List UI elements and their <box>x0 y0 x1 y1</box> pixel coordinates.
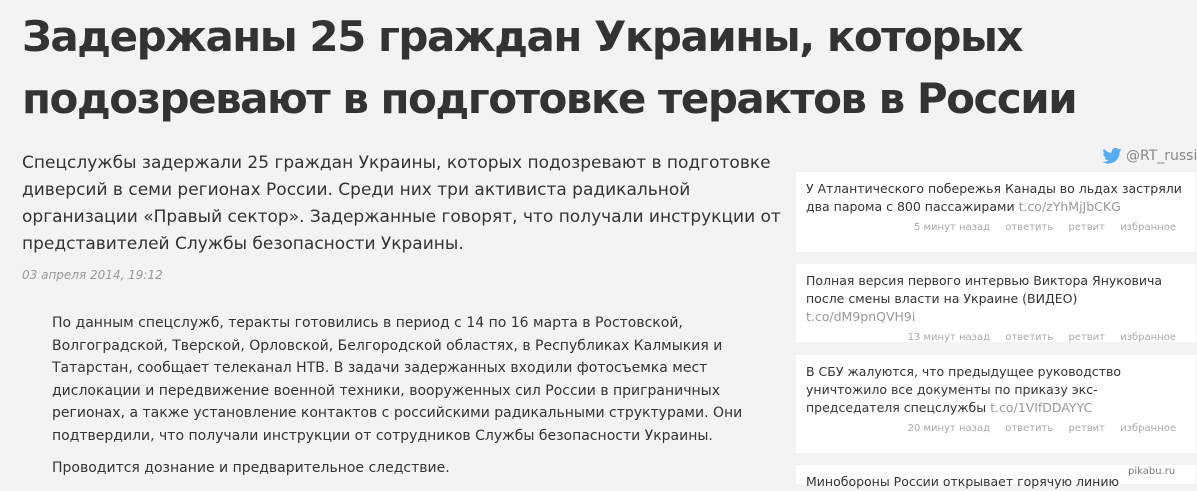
retweet-link[interactable]: ретвит <box>1068 222 1105 233</box>
twitter-bird-icon <box>1102 148 1122 164</box>
tweet-meta <box>806 332 1196 343</box>
tweet-text: Полная версия первого интервью Виктора Януковича после смены власти на Украине (ВИДЕО) t.co/dM9pnQVH9i <box>806 273 1163 324</box>
favorite-link[interactable]: избранное <box>1120 423 1176 434</box>
article-title: Задержаны 25 граждан Украины, которых подозревают в подготовке терактов в России <box>22 12 1077 123</box>
article-paragraph: По данным спецслужб, теракты готовились в период с 14 по 16 марта в Ростовской, Волгоградской, Тверской, Орловской, Белгородской областях, в Республиках Калмыкия и Татарстан, сообщает телеканал НТВ. В задачи задержанных входили фотосъемка мест дислокации и передвижение военной техники, вооруженных сил России в приграничных регионах, а также установление контактов с российскими радикальными структурами. Они подтвердили, что получали инструкции от сотрудников Службы безопасности Украины. <box>52 315 743 444</box>
twitter-handle[interactable]: @RT_russi <box>1126 148 1197 164</box>
reply-link[interactable]: ответить <box>1005 222 1054 233</box>
tweet-card[interactable] <box>796 172 1196 252</box>
tweet-card[interactable] <box>796 264 1196 342</box>
reply-link[interactable]: ответить <box>1005 332 1054 343</box>
watermark: pikabu.ru <box>1128 466 1176 477</box>
tweet-link[interactable]: t.co/dM9pnQVH9i <box>806 309 916 324</box>
reply-link[interactable]: ответить <box>1005 423 1054 434</box>
tweet-text: У Атлантического побережья Канады во льдах застряли два парома с 800 пассажирами t.co/zYhMjJbCKG <box>806 181 1182 214</box>
tweet-meta <box>806 423 1196 434</box>
retweet-link[interactable]: ретвит <box>1068 332 1105 343</box>
tweet-text: Минобороны России открывает горячую линию <box>806 474 1119 489</box>
tweet-meta <box>806 222 1196 233</box>
favorite-link[interactable]: избранное <box>1120 222 1176 233</box>
tweet-time[interactable]: 20 минут назад <box>907 423 991 434</box>
article-lead: Спецслужбы задержали 25 граждан Украины, которых подозревают в подготовке диверсий в семи регионах России. Среди них три активиста радикальной организации «Правый сектор». Задержанные говорят, что получали инструкции от представителей Службы безопасности Украины. <box>22 153 781 254</box>
favorite-link[interactable]: избранное <box>1120 332 1176 343</box>
article-body <box>52 312 772 490</box>
tweet-link[interactable]: t.co/1VIfDDAYYC <box>990 400 1093 415</box>
twitter-feed-header[interactable] <box>1102 148 1197 164</box>
tweet-link[interactable]: t.co/zYhMjJbCKG <box>1018 199 1121 214</box>
tweet-time[interactable]: 13 минут назад <box>907 332 991 343</box>
article-paragraph: Проводится дознание и предварительное следствие. <box>52 460 450 476</box>
tweet-card[interactable] <box>796 355 1196 453</box>
tweet-text: В СБУ жалуются, что предыдущее руководство уничтожило все документы по приказу экс-председателя спецслужбы t.co/1VIfDDAYYC <box>806 364 1122 415</box>
tweet-time[interactable]: 5 минут назад <box>913 222 991 233</box>
retweet-link[interactable]: ретвит <box>1068 423 1105 434</box>
article-date: 03 апреля 2014, 19:12 <box>22 268 163 282</box>
